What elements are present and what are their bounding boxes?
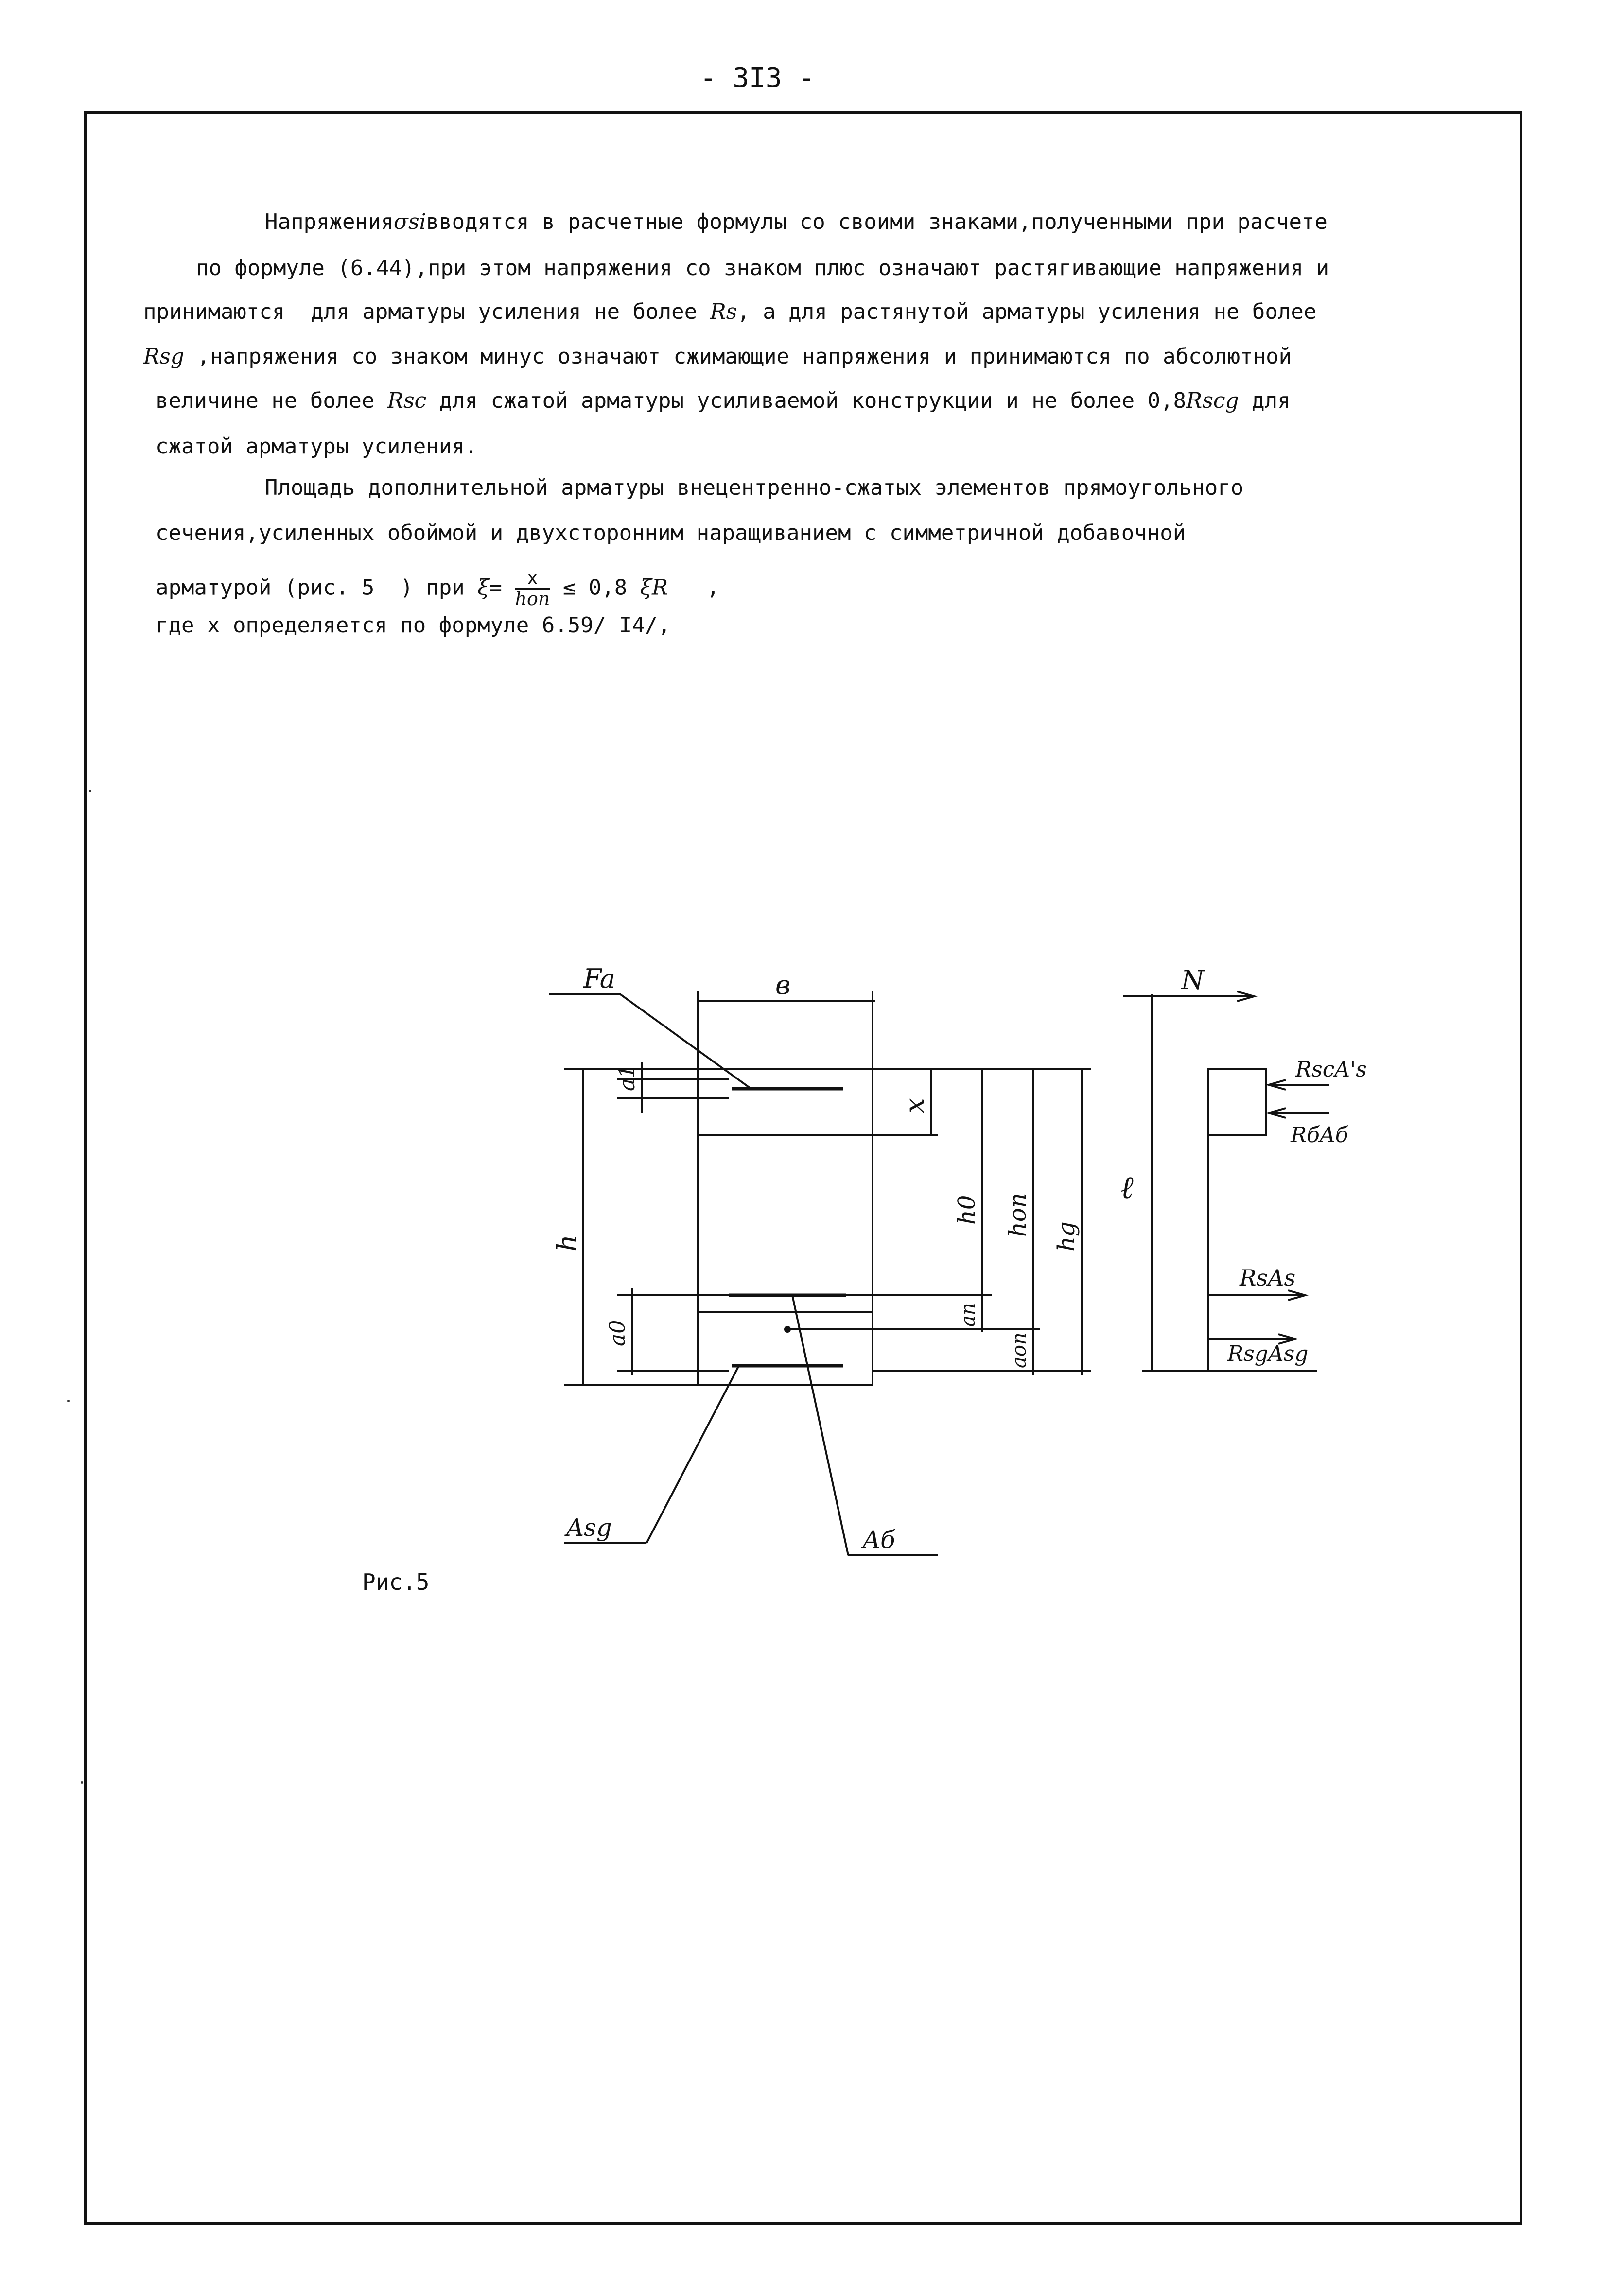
equals-sign: =	[489, 575, 502, 600]
paragraph-2-line-4: где x определяется по формуле 6.59/ I4/,	[156, 613, 671, 638]
scan-speck	[81, 1781, 83, 1784]
scan-speck	[67, 1400, 70, 1402]
centroid-dot	[784, 1326, 791, 1333]
label-n: N	[1181, 965, 1205, 995]
ab-leader	[792, 1295, 848, 1555]
text-fragment: вводятся в расчетные формулы со своими знаками,полученными при расчете	[426, 209, 1328, 234]
asg-leader	[646, 1366, 739, 1543]
text-fragment: Напряжения	[265, 209, 394, 234]
paragraph-2-line-1: Площадь дополнительной арматуры внецентренно-сжатых элементов прямоугольного	[265, 475, 1244, 500]
label-rs-as: RsAs	[1240, 1265, 1296, 1291]
text-fragment: ,напряжения со знаком минус означают сжимающие напряжения и принимаются по абсолютной	[197, 344, 1292, 369]
text-fragment: принимаются для арматуры усиления не более	[143, 299, 698, 324]
symbol-xi-r: ξR	[640, 575, 668, 600]
label-hg: hg	[1053, 1221, 1080, 1252]
paragraph-2-line-2: сечения,усиленных обоймой и двухсторонним наращиванием с симметричной добавочной	[156, 521, 1186, 545]
text-fragment: ,	[706, 575, 720, 600]
label-hon: hоп	[1004, 1193, 1031, 1237]
fraction-denominator: hоп	[515, 588, 550, 609]
label-l: ℓ	[1120, 1170, 1134, 1206]
label-asg: Asg	[566, 1513, 612, 1542]
page-number: - 3I3 -	[700, 62, 815, 94]
scan-speck	[89, 790, 91, 792]
label-x: x	[899, 1098, 930, 1113]
label-a1: a1	[615, 1064, 640, 1091]
text-fragment: ≤ 0,8	[562, 575, 628, 600]
label-b: в	[775, 970, 791, 1000]
symbol-rsc: Rsc	[387, 388, 427, 413]
label-h: h	[552, 1235, 582, 1252]
paragraph-1-line-2: по формуле (6.44),при этом напряжения со знаком плюс означают растягивающие напряжения и	[196, 256, 1329, 280]
label-an: aп	[957, 1303, 979, 1327]
label-fa: Fa	[583, 963, 615, 994]
symbol-xi: ξ	[477, 575, 489, 600]
label-a0: a0	[605, 1320, 630, 1346]
label-rsg-asg: RsgAsg	[1227, 1341, 1309, 1366]
symbol-rs: Rs	[710, 299, 737, 324]
section-outline	[698, 1069, 873, 1385]
symbol-rscg: Rscg	[1186, 388, 1239, 413]
label-rsc-as: RscA's	[1295, 1057, 1367, 1082]
text-fragment: для сжатой арматуры усиливаемой конструкции и не более 0,8	[439, 388, 1187, 413]
text-fragment: для	[1252, 388, 1291, 413]
label-ab: Aб	[863, 1526, 895, 1554]
compression-block	[1208, 1069, 1266, 1135]
fraction-numerator: x	[515, 569, 550, 590]
symbol-rsg: Rsg	[143, 344, 184, 369]
label-rb-ab: RбAб	[1291, 1123, 1348, 1148]
text-fragment: , а для растянутой арматуры усиления не более	[737, 299, 1317, 324]
label-h0: h0	[953, 1195, 980, 1225]
text-fragment: величине не более	[156, 388, 375, 413]
label-aon: aоп	[1008, 1332, 1031, 1368]
text-fragment: арматурой (рис. 5 ) при	[156, 575, 465, 600]
paragraph-1-line-6: сжатой арматуры усиления.	[156, 434, 478, 459]
figure-caption: Рис.5	[362, 1569, 430, 1595]
symbol-sigma-si: σsi	[393, 209, 426, 234]
